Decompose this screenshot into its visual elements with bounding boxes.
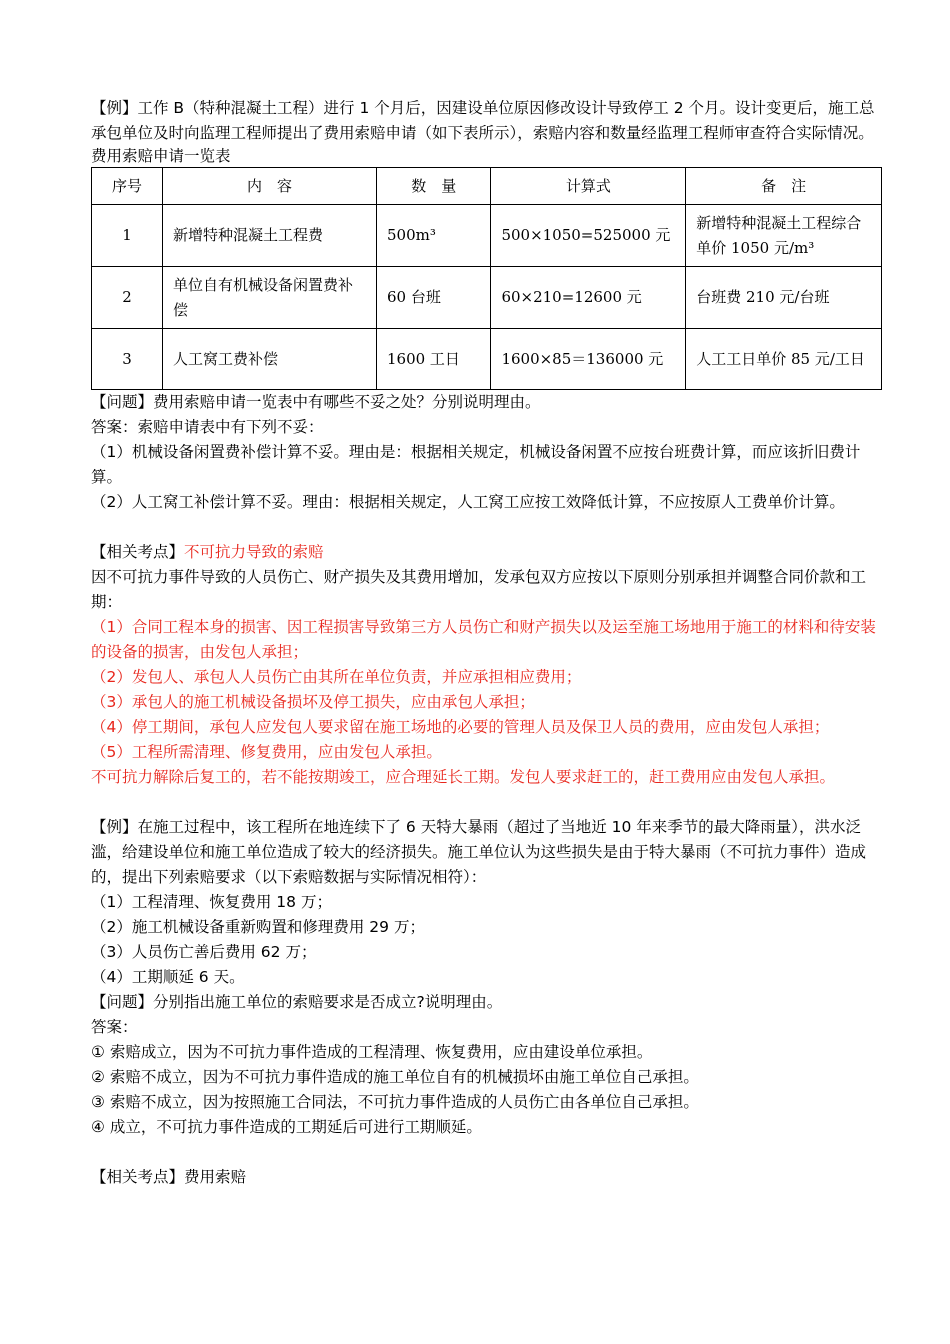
example2-intro: 【例】在施工过程中，该工程所在地连续下了 6 天特大暴雨（超过了当地近 10 年来季节的最大降雨量），洪水泛滥，给建设单位和施工单位造成了较大的经济损失。施工单位认为这些损失是由于特大暴雨（不可抗力事件）造成的，提出下列索赔要求（以下索赔数据与实际情况相符）： xyxy=(91,818,867,886)
topic1-rule-5: （5）工程所需清理、修复费用，应由发包人承担。 xyxy=(91,743,442,761)
cell-no: 3 xyxy=(92,329,163,390)
cell-note: 台班费 210 元/台班 xyxy=(686,267,882,329)
topic1-rule-2: （2）发包人、承包人人员伤亡由其所在单位负责，并应承担相应费用； xyxy=(91,668,582,686)
table-row xyxy=(92,329,882,390)
spacer xyxy=(91,515,886,540)
header-no: 序号 xyxy=(92,168,163,205)
header-content: 内 容 xyxy=(162,168,376,205)
document-page xyxy=(91,96,886,1190)
example1-intro: 【例】工作 B（特种混凝土工程）进行 1 个月后，因建设单位原因修改设计导致停工 2 个月。设计变更后，施工总承包单位及时向监理工程师提出了费用索赔申请（如下表所示），索赔内容和数量经监理工程师审查符合实际情况。 xyxy=(91,99,875,142)
header-note: 备 注 xyxy=(686,168,882,205)
table-caption: 费用索赔申请一览表 xyxy=(91,147,231,165)
cell-note: 新增特种混凝土工程综合单价 1050 元/m³ xyxy=(686,205,882,267)
cell-content: 单位自有机械设备闲置费补偿 xyxy=(162,267,376,329)
table-row xyxy=(92,205,882,267)
example2-claim-3: （3）人员伤亡善后费用 62 万； xyxy=(91,943,317,961)
topic1-label: 【相关考点】 xyxy=(91,543,185,561)
cell-note: 人工工日单价 85 元/工日 xyxy=(686,329,882,390)
spacer xyxy=(91,1140,886,1165)
cell-formula: 500×1050=525000 元 xyxy=(491,205,686,267)
topic1-rule-1: （1）合同工程本身的损害、因工程损害导致第三方人员伤亡和财产损失以及运至施工场地用于施工的材料和待安装的设备的损害，由发包人承担； xyxy=(91,618,876,661)
cell-qty: 1600 工日 xyxy=(376,329,490,390)
example2-claim-1: （1）工程清理、恢复费用 18 万； xyxy=(91,893,332,911)
cell-content: 人工窝工费补偿 xyxy=(162,329,376,390)
table-row xyxy=(92,267,882,329)
example2-claim-2: （2）施工机械设备重新购置和修理费用 29 万； xyxy=(91,918,425,936)
spacer xyxy=(91,790,886,815)
cell-no: 1 xyxy=(92,205,163,267)
topic2-heading: 【相关考点】费用索赔 xyxy=(91,1168,247,1186)
example1-answer-lead: 答案：索赔申请表中有下列不妥： xyxy=(91,418,324,436)
topic1-title: 不可抗力导致的索赔 xyxy=(184,543,324,561)
table-header-row xyxy=(92,168,882,205)
cell-no: 2 xyxy=(92,267,163,329)
example2-answer-3: ③ 索赔不成立，因为按照施工合同法，不可抗力事件造成的人员伤亡由各单位自己承担。 xyxy=(91,1093,699,1111)
topic1-closing: 不可抗力解除后复工的，若不能按期竣工，应合理延长工期。发包人要求赶工的，赶工费用应由发包人承担。 xyxy=(91,768,836,786)
example1-answer-2: （2）人工窝工补偿计算不妥。理由：根据相关规定，人工窝工应按工效降低计算，不应按原人工费单价计算。 xyxy=(91,493,845,511)
example1-answer-1: （1）机械设备闲置费补偿计算不妥。理由是：根据相关规定，机械设备闲置不应按台班费计算，而应该折旧费计算。 xyxy=(91,443,861,486)
cell-qty: 60 台班 xyxy=(376,267,490,329)
topic1-rule-3: （3）承包人的施工机械设备损坏及停工损失，应由承包人承担； xyxy=(91,693,535,711)
cell-formula: 1600×85＝136000 元 xyxy=(491,329,686,390)
header-qty: 数 量 xyxy=(376,168,490,205)
cell-content: 新增特种混凝土工程费 xyxy=(162,205,376,267)
topic1-heading xyxy=(91,540,886,565)
example2-answer-1: ① 索赔成立，因为不可抗力事件造成的工程清理、恢复费用，应由建设单位承担。 xyxy=(91,1043,653,1061)
cell-formula: 60×210=12600 元 xyxy=(491,267,686,329)
example2-question: 【问题】分别指出施工单位的索赔要求是否成立?说明理由。 xyxy=(91,993,503,1011)
header-formula: 计算式 xyxy=(491,168,686,205)
cell-qty: 500m³ xyxy=(376,205,490,267)
example2-answer-lead: 答案： xyxy=(91,1018,138,1036)
example1-question: 【问题】费用索赔申请一览表中有哪些不妥之处？分别说明理由。 xyxy=(91,393,541,411)
example2-answer-2: ② 索赔不成立，因为不可抗力事件造成的施工单位自有的机械损坏由施工单位自己承担。 xyxy=(91,1068,699,1086)
topic1-lead: 因不可抗力事件导致的人员伤亡、财产损失及其费用增加，发承包双方应按以下原则分别承担并调整合同价款和工期： xyxy=(91,568,867,611)
example2-answer-4: ④ 成立，不可抗力事件造成的工期延后可进行工期顺延。 xyxy=(91,1118,482,1136)
claim-table xyxy=(91,167,882,390)
example2-claim-4: （4）工期顺延 6 天。 xyxy=(91,968,245,986)
topic1-rule-4: （4）停工期间，承包人应发包人要求留在施工场地的必要的管理人员及保卫人员的费用，应由发包人承担； xyxy=(91,718,830,736)
